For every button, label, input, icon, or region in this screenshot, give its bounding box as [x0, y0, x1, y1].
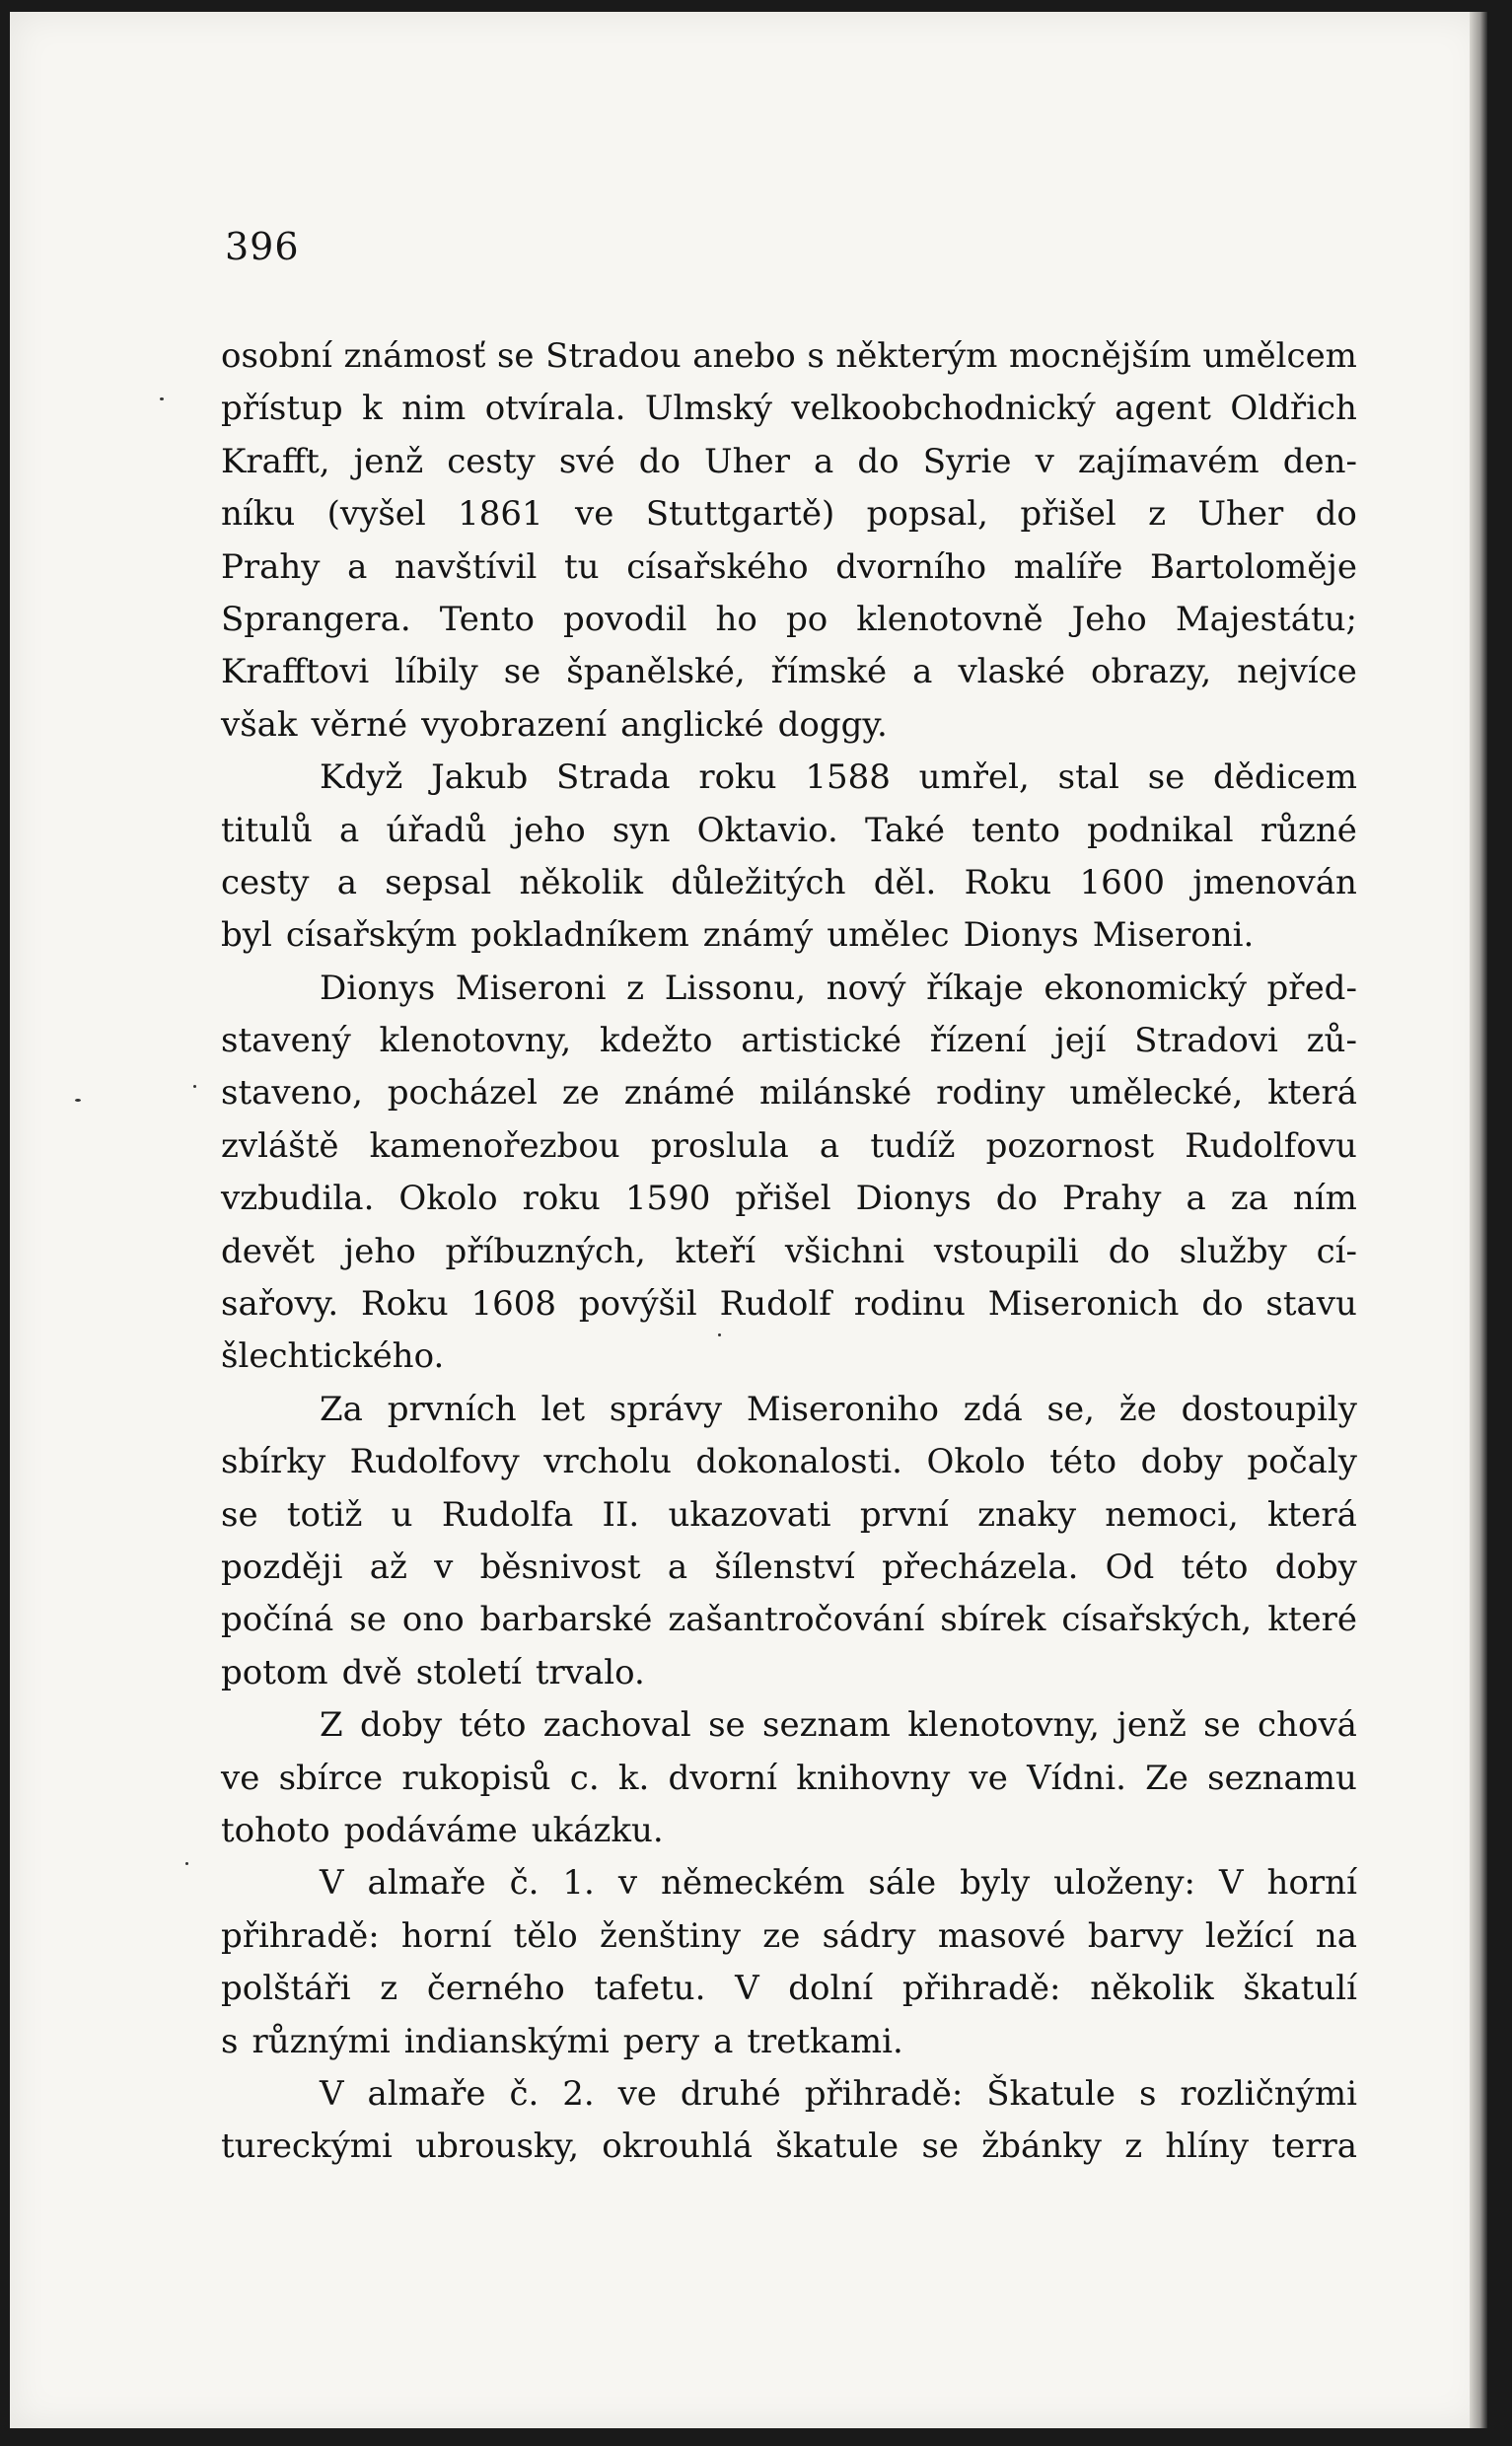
text-line: stavený klenotovny, kdežto artistické řízení její Stradovi zů-	[221, 1021, 1357, 1061]
text-line: tureckými ubrousky, okrouhlá škatule se žbánky z hlíny terra	[221, 2126, 1357, 2167]
text-line: titulů a úřadů jeho syn Oktavio. Také tento podnikal různé	[221, 810, 1357, 850]
text-line: tohoto podáváme ukázku.	[221, 1810, 664, 1850]
text-line: staveno, pocházel ze známé milánské rodiny umělecké, která	[221, 1073, 1357, 1114]
text-line: Sprangera. Tento povodil ho po klenotovně Jeho Majestátu;	[221, 599, 1357, 639]
text-line: přístup k nim otvírala. Ulmský velkoobchodnický agent Oldřich	[221, 389, 1357, 429]
text-line: V almaře č. 1. v německém sále byly uloženy: V horní	[320, 1863, 1357, 1904]
text-line: níku (vyšel 1861 ve Stuttgartě) popsal, přišel z Uher do	[221, 494, 1357, 535]
text-line: Za prvních let správy Miseroniho zdá se, že dostoupily	[320, 1389, 1357, 1429]
text-line: sbírky Rudolfovy vrcholu dokonalosti. Okolo této doby počaly	[221, 1442, 1357, 1482]
text-line: ve sbírce rukopisů c. k. dvorní knihovny ve Vídni. Ze seznamu	[221, 1758, 1357, 1798]
text-line: cesty a sepsal několik důležitých děl. Roku 1600 jmenován	[221, 862, 1357, 902]
text-line: šlechtického.	[221, 1336, 445, 1377]
page-number: 396	[225, 225, 300, 268]
text-line: s různými indianskými pery a tretkami.	[221, 2021, 903, 2061]
text-line: se totiž u Rudolfa II. ukazovati první znaky nemoci, která	[221, 1494, 1357, 1535]
text-line: zvláště kamenořezbou proslula a tudíž pozornost Rudolfovu	[221, 1125, 1357, 1166]
text-line: přihradě: horní tělo ženštiny ze sádry masové barvy ležící na	[221, 1915, 1357, 1956]
text-line: V almaře č. 2. ve druhé přihradě: Škatule s rozličnými	[320, 2073, 1357, 2114]
text-line: Z doby této zachoval se seznam klenotovny, jenž se chová	[320, 1705, 1357, 1746]
text-line: osobní známosť se Stradou anebo s některým mocnějším umělcem	[221, 336, 1357, 376]
page-edge-shadow	[1470, 12, 1487, 2428]
text-line: Krafftovi líbily se španělské, římské a vlaské obrazy, nejvíce	[221, 652, 1357, 692]
text-line: však věrné vyobrazení anglické doggy.	[221, 704, 888, 745]
body-text	[221, 330, 1357, 2174]
text-line: Když Jakub Strada roku 1588 umřel, stal se dědicem	[320, 757, 1357, 798]
text-line: potom dvě století trvalo.	[221, 1652, 645, 1692]
text-line: polštáři z černého tafetu. V dolní přihradě: několik škatulí	[221, 1969, 1357, 2009]
text-line: Prahy a navštívil tu císařského dvorního malíře Bartoloměje	[221, 546, 1357, 587]
text-line: vzbudila. Okolo roku 1590 přišel Dionys do Prahy a za ním	[221, 1179, 1357, 1219]
text-line: Dionys Miseroni z Lissonu, nový říkaje ekonomický před-	[320, 968, 1357, 1008]
text-line: byl císařským pokladníkem známý umělec Dionys Miseroni.	[221, 915, 1255, 956]
text-line: sařovy. Roku 1608 povýšil Rudolf rodinu Miseronich do stavu	[221, 1284, 1357, 1325]
text-line: Krafft, jenž cesty své do Uher a do Syrie v zajímavém den-	[221, 441, 1357, 481]
text-line: později až v běsnivost a šílenství přecházela. Od této doby	[221, 1547, 1357, 1587]
text-line: devět jeho příbuzných, kteří všichni vstoupili do služby cí-	[221, 1231, 1357, 1271]
text-line: počíná se ono barbarské zašantročování sbírek císařských, které	[221, 1600, 1357, 1640]
